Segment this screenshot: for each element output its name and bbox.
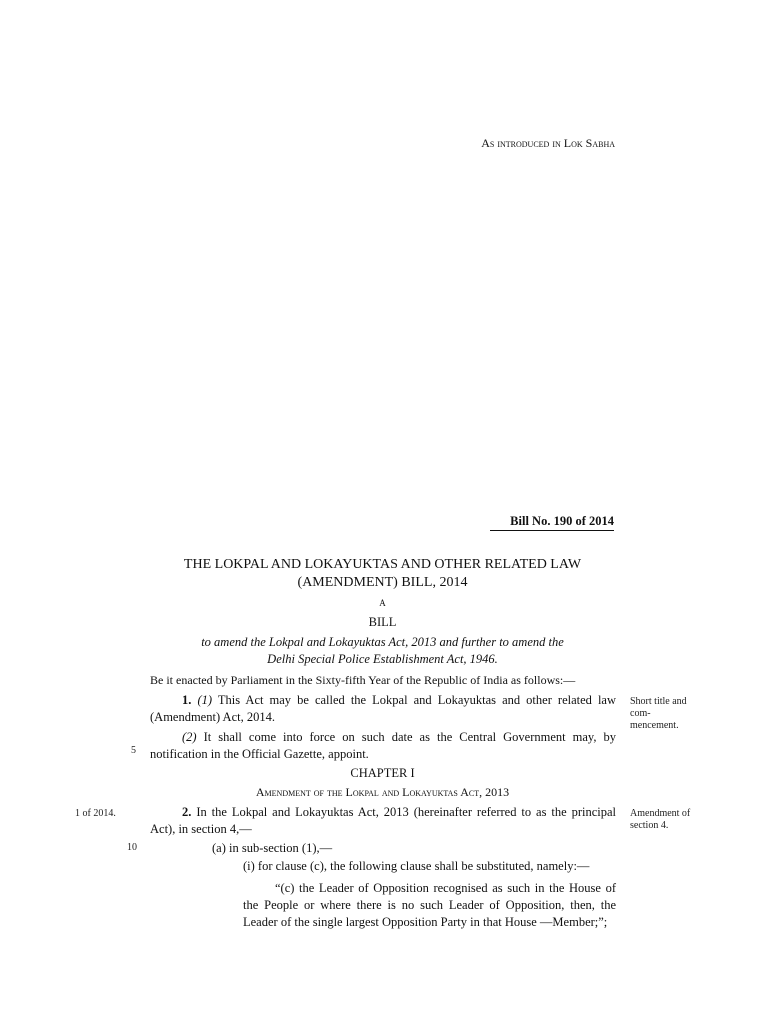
chapter-subtitle: Amendment of the Lokpal and Lokayuktas Act, 2013: [255, 785, 510, 799]
section-2-number: 2.: [182, 805, 192, 819]
introduction-note: As introduced in Lok Sabha: [481, 136, 615, 150]
bill-title-line2: (AMENDMENT) BILL, 2014: [297, 575, 468, 590]
margin-note-short-title: Short title and com- mencement.: [630, 696, 687, 731]
bill-number: Bill No. 190 of 2014: [490, 514, 614, 531]
substituted-clause-c: “(c) the Leader of Opposition recognised as such in the House of the People or where there is no such Leader of Opposition, then, the Leader of the single largest Opposition Party in that House —Member;”;: [243, 881, 616, 929]
section-2-text: [150, 804, 616, 838]
section-1-subsection-2: [150, 729, 616, 763]
section-1-sub2-text: It shall come into force on such date as the Central Government may, by notification in the Official Gazette, appoint.: [150, 730, 616, 761]
chapter-title: CHAPTER I: [350, 766, 415, 780]
bill-purpose-line1: to amend the Lokpal and Lokayuktas Act, 2013 and further to amend the: [201, 635, 564, 649]
section-2-body: In the Lokpal and Lokayuktas Act, 2013 (hereinafter referred to as the principal Act), in section 4,—: [150, 805, 617, 836]
bill-purpose-line2: Delhi Special Police Establishment Act, 1946.: [267, 652, 498, 666]
left-reference-note: 1 of 2014.: [75, 808, 116, 819]
clause-a: (a) in sub-section (1),—: [212, 841, 333, 855]
section-1-subsection-1: [150, 692, 616, 726]
enacting-formula: Be it enacted by Parliament in the Sixty-fifth Year of the Republic of India as follows:—: [150, 673, 576, 687]
clause-i: (i) for clause (c), the following clause shall be substituted, namely:—: [243, 859, 590, 873]
section-1-number: 1.: [182, 693, 192, 707]
bill-title-line1: THE LOKPAL AND LOKAYUKTAS AND OTHER RELATED LAW: [183, 557, 582, 572]
margin-note-amendment: Amendment of section 4.: [630, 808, 691, 831]
section-1-sub1-text: This Act may be called the Lokpal and Lokayuktas and other related law (Amendment) Act, 2014.: [150, 693, 617, 724]
bill-heading: BILL: [368, 615, 397, 629]
line-number-5: 5: [131, 745, 136, 756]
section-1-sub2-label: (2): [182, 730, 197, 744]
line-number-10: 10: [127, 842, 137, 853]
section-1-sub1-label: (1): [197, 693, 213, 707]
article-a: A: [379, 598, 386, 608]
